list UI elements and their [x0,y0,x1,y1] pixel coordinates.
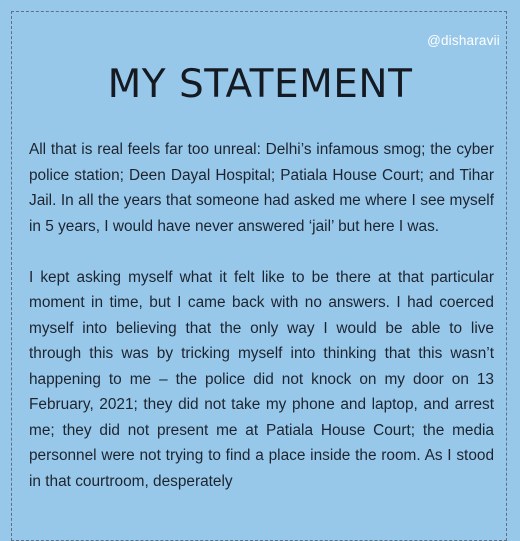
paragraph-2: I kept asking myself what it felt like to be there at that particular moment in time, but I came back with no answers. I had coerced myself into believing that the only way I would be able to live through this was by tricking myself into thinking that this wasn’t happening to me – the police did not knock on my door on 13 February, 2021; they did not take my phone and laptop, and arrest me; they did not present me at Patiala House Court; the media personnel were not trying to find a place inside the room. As I stood in that courtroom, desperately [29,268,494,490]
statement-body [29,137,494,494]
page-title: MY STATEMENT [107,62,413,107]
paragraph-1: All that is real feels far too unreal: Delhi’s infamous smog; the cyber police station; Deen Dayal Hospital; Patiala House Court; and Tihar Jail. In all the years that someone had asked me where I see myself in 5 years, I would have never answered ‘jail’ but here I was. [29,141,494,235]
author-handle: @disharavii [427,33,500,48]
